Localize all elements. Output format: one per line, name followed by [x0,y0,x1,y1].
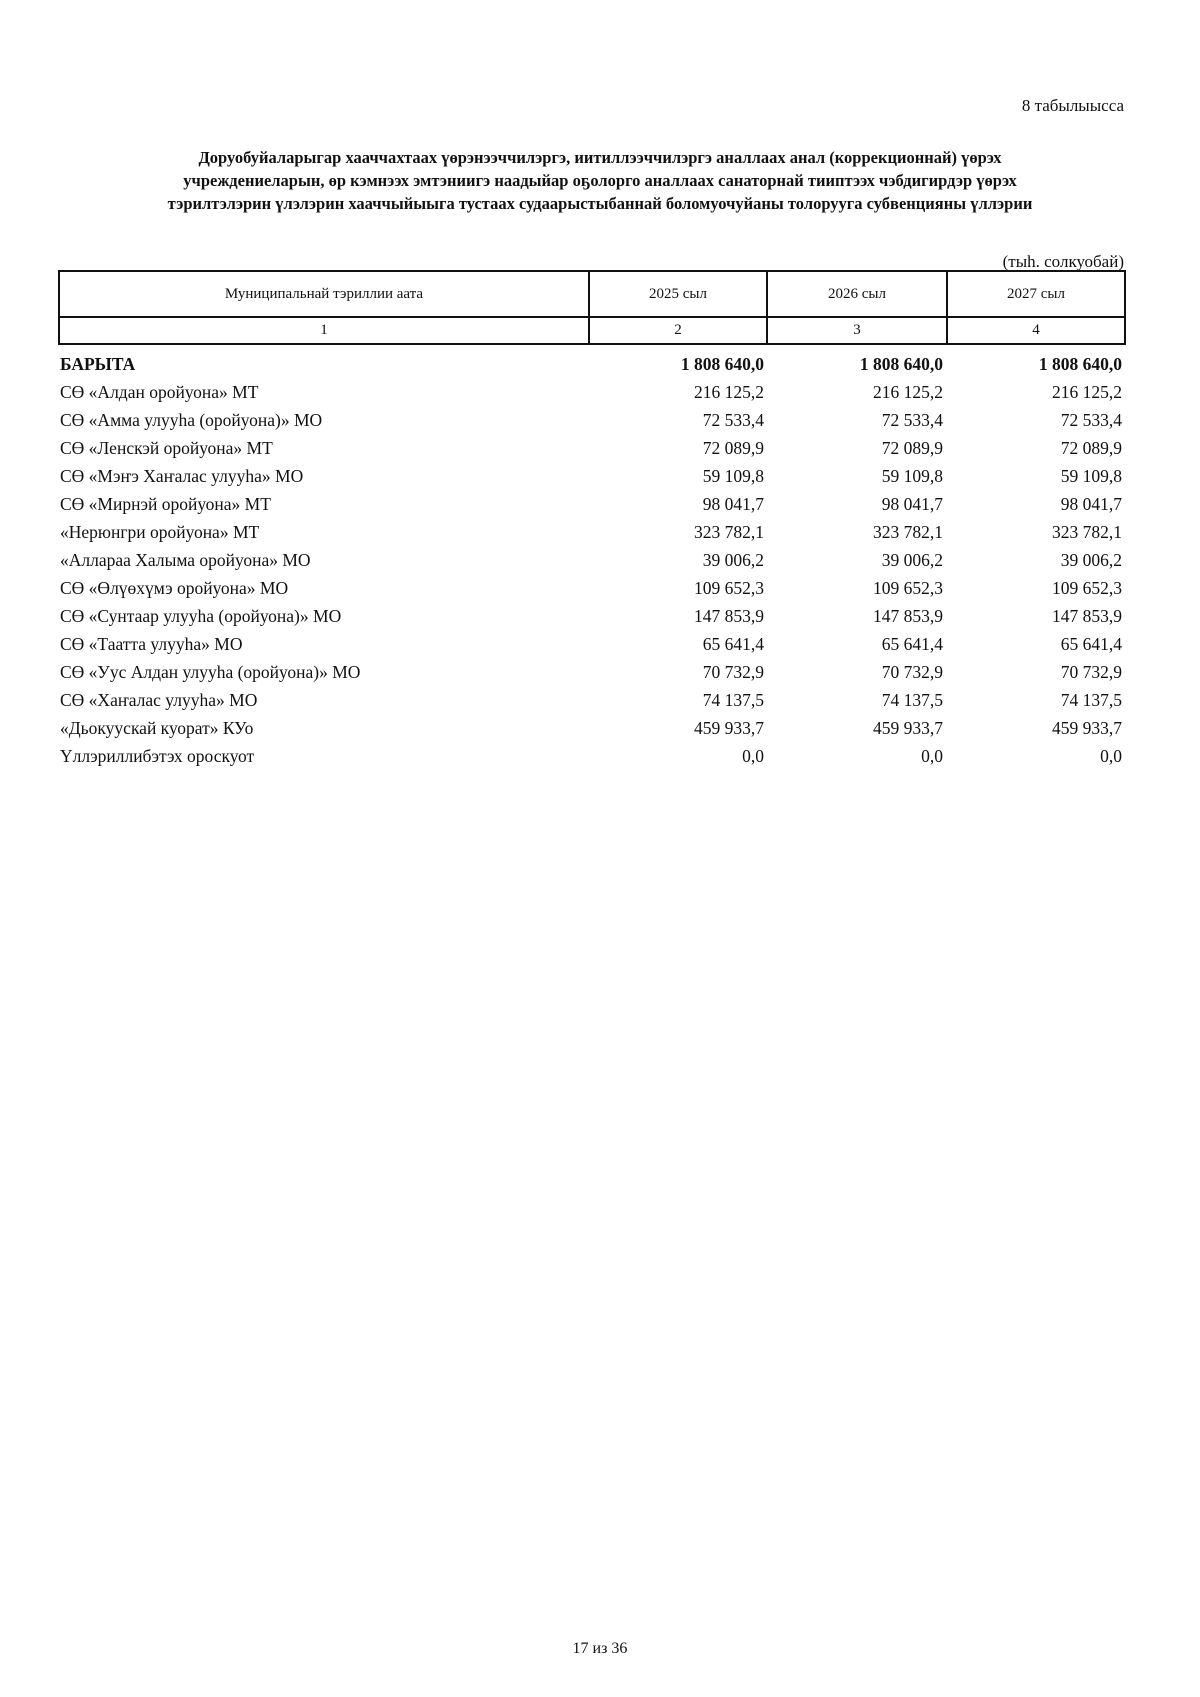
table-row [58,686,1124,714]
value-2027: 0,0 [1100,745,1123,766]
value-2026: 459 933,7 [873,717,944,738]
column-number: 4 [947,317,1125,344]
table-row [58,574,1124,602]
page-number: 17 из 36 [572,1640,628,1657]
table-row [58,630,1124,658]
value-2027: 65 641,4 [1060,633,1123,654]
value-2027: 323 782,1 [1052,521,1123,542]
value-2026: 39 006,2 [881,549,944,570]
value-2025: 323 782,1 [694,521,765,542]
value-2026: 70 732,9 [881,661,944,682]
municipality-name: Үллэриллибэтэх ороскуот [60,745,255,766]
municipality-name: СӨ «Таатта улууһа» МО [60,633,243,654]
value-2027: 109 652,3 [1052,577,1123,598]
value-2025: 39 006,2 [702,549,765,570]
value-2025: 98 041,7 [702,493,765,514]
table-row [58,434,1124,462]
title-line: Доруобуйаларыгар хааччахтаах үөрэнээччилэргэ, иитиллээччилэргэ аналлаах анал (коррекционнай) үөрэх [198,148,1002,167]
municipality-name: СӨ «Амма улууһа (оройуона)» МО [60,409,323,430]
value-2026: 72 533,4 [881,409,944,430]
value-2027: 72 089,9 [1060,437,1123,458]
table-row [58,602,1124,630]
table-row [58,490,1124,518]
municipality-name: «Дьокуускай куорат» КУо [60,717,254,738]
value-2027: 39 006,2 [1060,549,1123,570]
table-row [58,742,1124,770]
value-2026: 323 782,1 [873,521,944,542]
value-2027: 72 533,4 [1060,409,1123,430]
municipality-name: СӨ «Мирнэй оройуона» МТ [60,493,271,514]
municipality-name: БАРЫТА [60,353,136,374]
column-number: 2 [589,317,767,344]
value-2027: 147 853,9 [1052,605,1123,626]
table-row [58,518,1124,546]
value-2025: 459 933,7 [694,717,765,738]
value-2026: 1 808 640,0 [859,353,944,374]
value-2025: 72 089,9 [702,437,765,458]
value-2025: 65 641,4 [702,633,765,654]
value-2026: 74 137,5 [881,689,944,710]
value-2025: 147 853,9 [694,605,765,626]
value-2025: 216 125,2 [694,381,765,402]
value-2027: 459 933,7 [1052,717,1123,738]
value-2026: 0,0 [921,745,944,766]
value-2025: 72 533,4 [702,409,765,430]
municipality-name: «Аллараа Халыма оройуона» МО [60,549,311,570]
value-2025: 74 137,5 [702,689,765,710]
value-2025: 59 109,8 [702,465,765,486]
column-number: 3 [767,317,947,344]
table-row [58,462,1124,490]
title-line: тэрилтэлэрин үлэлэрин хааччыйыыга тустаах судаарыстыбаннай боломуочуйаны толорууга субвенцияны үллэрии [167,194,1033,213]
value-2026: 98 041,7 [881,493,944,514]
table-row [58,658,1124,686]
column-header-municipality: Муниципальнай тэриллии аата [59,271,589,317]
municipality-name: СӨ «Хаҥалас улууһа» МО [60,689,258,710]
value-2026: 216 125,2 [873,381,944,402]
document-title [60,146,1140,215]
table-row [58,378,1124,406]
value-2025: 1 808 640,0 [680,353,765,374]
column-number: 1 [59,317,589,344]
value-2025: 0,0 [742,745,765,766]
column-header-2025: 2025 сыл [589,271,767,317]
value-2027: 74 137,5 [1060,689,1123,710]
municipality-name: СӨ «Мэҥэ Хаҥалас улууһа» МО [60,465,304,486]
value-2027: 1 808 640,0 [1038,353,1123,374]
total-row [58,350,1124,378]
table-header [58,270,1126,345]
table-row [58,406,1124,434]
column-header-2027: 2027 сыл [947,271,1125,317]
value-2027: 98 041,7 [1060,493,1123,514]
municipality-name: «Нерюнгри оройуона» МТ [60,521,260,542]
municipality-name: СӨ «Уус Алдан улууһа (оройуона)» МО [60,661,361,682]
municipality-name: СӨ «Өлүөхүмэ оройуона» МО [60,577,289,598]
value-2026: 59 109,8 [881,465,944,486]
table-row [58,546,1124,574]
column-header-2026: 2026 сыл [767,271,947,317]
unit-label: (тыһ. солкуобай) [1002,252,1124,271]
appendix-label: 8 табылыысса [1021,96,1124,115]
value-2027: 59 109,8 [1060,465,1123,486]
value-2027: 70 732,9 [1060,661,1123,682]
value-2025: 109 652,3 [694,577,765,598]
title-line: учреждениеларын, өр кэмнээх эмтэниигэ наадыйар оҕолорго аналлаах санаторнай тииптээх чэбдигирдэр үөрэх [183,171,1017,190]
value-2026: 109 652,3 [873,577,944,598]
value-2026: 72 089,9 [881,437,944,458]
municipality-name: СӨ «Сунтаар улууһа (оройуона)» МО [60,605,342,626]
value-2026: 65 641,4 [881,633,944,654]
municipality-name: СӨ «Ленскэй оройуона» МТ [60,437,273,458]
value-2025: 70 732,9 [702,661,765,682]
value-2026: 147 853,9 [873,605,944,626]
value-2027: 216 125,2 [1052,381,1123,402]
table-row [58,714,1124,742]
municipality-name: СӨ «Алдан оройуона» МТ [60,381,259,402]
table-body [58,350,1124,770]
